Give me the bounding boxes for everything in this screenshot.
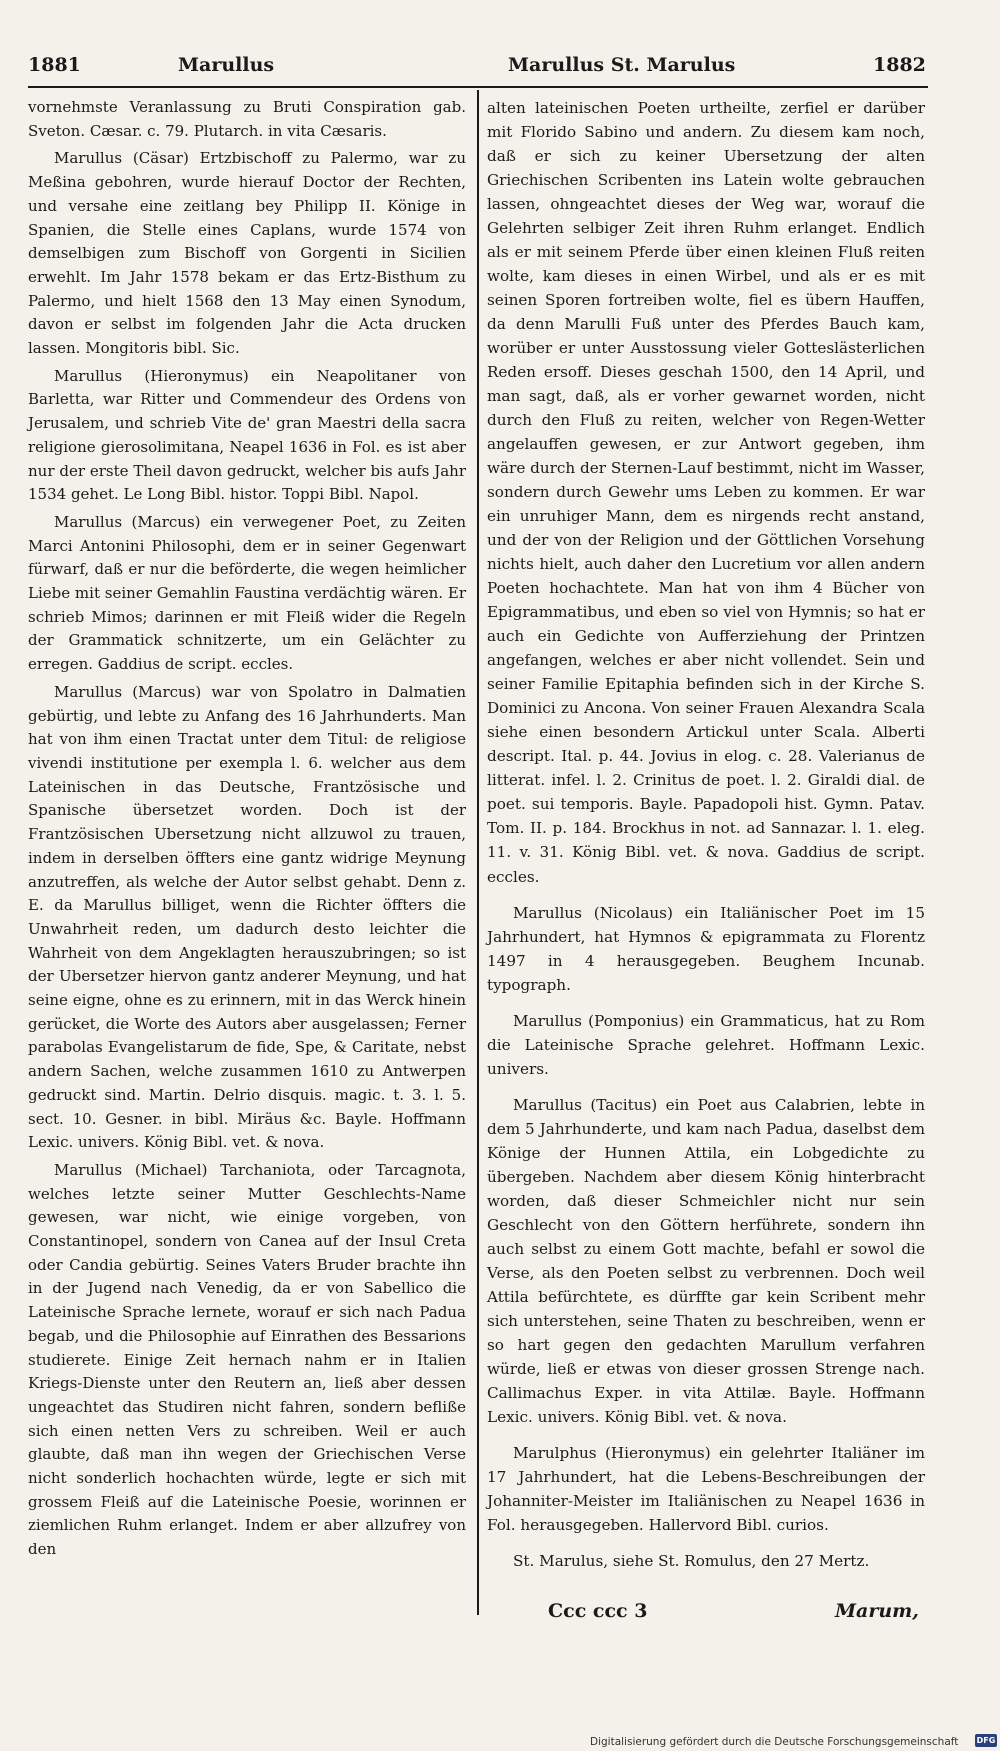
text-paragraph: vornehmste Veranlassung zu Bruti Conspiration gab. Sveton. Cæsar. c. 79. Plutarch. in vita Cæsaris. <box>28 98 466 140</box>
text-paragraph: St. Marulus, siehe St. Romulus, den 27 Mertz. <box>513 1551 870 1570</box>
text-paragraph: Marullus (Pomponius) ein Grammaticus, hat zu Rom die Lateinische Sprache gelehret. Hoffmann Lexic. univers. <box>487 1011 925 1078</box>
signature-mark: Ccc ccc 3 <box>548 1600 648 1622</box>
text-paragraph: Marullus (Michael) Tarchaniota, oder Tarcagnota, welches letzte seiner Mutter Geschlechts-Name gewesen, war nicht, wie einige vorgeben, von Constantinopel, sondern von Canea auf der Insul Creta oder Candia gebürtig. Seines Vaters Bruder brachte ihn in der Jugend nach Venedig, da er von Sabellico die Lateinische Sprache lernete, worauf er sich nach Padua begab, und die Philosophie auf Einrathen des Bessarions studierete. Einige Zeit hernach nahm er in Italien Kriegs-Dienste unter den Reutern an, ließ aber dessen ungeachtet das Studiren nicht fahren, sondern befliße sich einen netten Vers zu schreiben. Weil er auch glaubte, daß man ihn wegen der Griechischen Verse nicht sonderlich hochachten würde, legte er sich mit grossem Fleiß auf die Lateinische Poesie, worinnen er ziemlichen Ruhm erlanget. Indem er aber allzufrey von den <box>28 1160 466 1559</box>
right-text-column <box>487 96 925 1577</box>
catchword: Marum, <box>835 1600 919 1622</box>
text-paragraph: Marullus (Marcus) ein verwegener Poet, zu Zeiten Marci Antonini Philosophi, dem er in seiner Gegenwart fürwarf, daß er nur die beförderte, die wegen heimlicher Liebe mit seiner Gemahlin Faustina verdächtig wären. Er schrieb Mimos; darinnen er mit Fleiß wider die Regeln der Grammatick schnitzerte, um ein Gelächter zu erregen. Gaddius de script. eccles. <box>28 512 466 674</box>
running-header <box>28 54 928 82</box>
text-paragraph: Marullus (Cäsar) Ertzbischoff zu Palermo, war zu Meßina gebohren, wurde hierauf Doctor der Rechten, und versahe eine zeitlang bey Philipp II. Könige in Spanien, die Stelle eines Caplans, wurde 1574 von demselbigen zum Bischoff von Gorgenti in Sicilien erwehlt. Im Jahr 1578 bekam er das Ertz-Bisthum zu Palermo, und hielt 1568 den 13 May einen Synodum, davon er selbst im folgenden Jahr die Acta drucken lassen. Mongitoris bibl. Sic. <box>28 149 466 358</box>
text-paragraph: Marullus (Tacitus) ein Poet aus Calabrien, lebte in dem 5 Jahrhunderte, und kam nach Padua, daselbst dem Könige der Hunnen Attila, ein Lobgedichte zu übergeben. Nachdem aber diesem König hinterbracht worden, daß dieser Schmeichler nicht nur sein Geschlecht von den Göttern herführete, sondern ihn auch selbst zu einem Gott machte, befahl er sowol die Verse, als den Poeten selbst zu verbrennen. Doch weil Attila befürchtete, es dürffte gar kein Scribent mehr sich unterstehen, seine Thaten zu beschreiben, wenn er so hart gegen den gedachten Marullum verfahren würde, ließ er etwas von dieser grossen Strenge nach. Callimachus Exper. in vita Attilæ. Bayle. Hoffmann Lexic. univers. König Bibl. vet. & nova. <box>487 1095 925 1426</box>
left-text-column <box>28 96 466 1566</box>
text-paragraph: Marulphus (Hieronymus) ein gelehrter Italiäner im 17 Jahrhundert, hat die Lebens-Beschreibungen der Johanniter-Meister im Italiänischen zu Neapel 1636 in Fol. herausgegeben. Hallervord Bibl. curios. <box>487 1443 925 1534</box>
column-divider <box>477 90 479 1615</box>
right-running-title: Marullus St. Marulus <box>508 54 736 76</box>
left-page-number: 1881 <box>28 54 81 76</box>
left-running-title: Marullus <box>178 54 275 76</box>
text-paragraph: Marullus (Nicolaus) ein Italiänischer Poet im 15 Jahrhundert, hat Hymnos & epigrammata zu Florentz 1497 in 4 herausgegeben. Beughem Incunab. typograph. <box>487 903 925 994</box>
text-paragraph: alten lateinischen Poeten urtheilte, zerfiel er darüber mit Florido Sabino und andern. Zu diesem kam noch, daß er sich zu keiner Ubersetzung der alten Griechischen Scribenten ins Latein wolte gebrauchen lassen, ohngeachtet dieses der Weg war, worauf die Gelehrten selbiger Zeit ihren Ruhm erlanget. Endlich als er mit seinem Pferde über einen kleinen Fluß reiten wolte, kam dieses in einen Wirbel, und als er es mit seinen Sporen fortreiben wolte, fiel es übern Hauffen, da denn Marulli Fuß unter des Pferdes Bauch kam, worüber er unter Ausstossung vieler Gotteslästerlichen Reden ersoff. Dieses geschah 1500, den 14 April, und man sagt, daß, als er vorher gewarnet worden, nicht durch den Fluß zu reiten, welcher von Regen-Wetter angelauffen gewesen, er zur Antwort gegeben, ihm wäre durch der Sternen-Lauf bestimmt, nicht im Wasser, sondern durch Gewehr ums Leben zu kommen. Er war ein unruhiger Mann, dem es nirgends recht anstand, und der von der Religion und der Göttlichen Vorsehung nichts hielt, auch daher den Lucretium vor allen andern Poeten hochachtete. Man hat von ihm 4 Bücher von Epigrammatibus, und eben so viel von Hymnis; so hat er auch ein Gedichte von Aufferziehung der Printzen angefangen, welches er aber nicht vollendet. Sein und seiner Familie Epitaphia befinden sich in der Kirche S. Dominici zu Ancona. Von seiner Frauen Alexandra Scala siehe einen besondern Artickul unter Scala. Alberti descript. Ital. p. 44. Jovius in elog. c. 28. Valerianus de litterat. infel. l. 2. Crinitus de poet. l. 2. Giraldi dial. de poet. sui temporis. Bayle. Papadopoli hist. Gymn. Patav. Tom. II. p. 184. Brockhus in not. ad Sannazar. l. 1. eleg. 11. v. 31. König Bibl. vet. & nova. Gaddius de script. eccles. <box>487 99 925 886</box>
digitization-credit: Digitalisierung gefördert durch die Deutsche Forschungsgemeinschaft <box>590 1736 959 1748</box>
header-rule <box>28 86 928 88</box>
text-paragraph: Marullus (Hieronymus) ein Neapolitaner von Barletta, war Ritter und Commendeur des Ordens von Jerusalem, und schrieb Vite de' gran Maestri della sacra religione gierosolimitana, Neapel 1636 in Fol. es ist aber nur der erste Theil davon gedruckt, welcher bis aufs Jahr 1534 gehet. Le Long Bibl. histor. Toppi Bibl. Napol. <box>28 366 466 504</box>
right-page-number: 1882 <box>873 54 926 76</box>
text-paragraph: Marullus (Marcus) war von Spolatro in Dalmatien gebürtig, und lebte zu Anfang des 16 Jahrhunderts. Man hat von ihm einen Tractat unter dem Titul: de religiose vivendi institutione per exempla l. 6. welcher aus dem Lateinischen in das Deutsche, Frantzösische und Spanische übersetzet worden. Doch ist der Frantzösischen Ubersetzung nicht allzuwol zu trauen, indem in derselben öffters eine gantz widrige Meynung anzutreffen, als welche der Autor selbst gehabt. Denn z. E. da Marullus billiget, wenn die Richter öffters die Unwahrheit reden, um dadurch desto leichter die Wahrheit von dem Angeklagten herauszubringen; so ist der Ubersetzer hiervon gantz anderer Meynung, und hat seine eigne, ohne es zu erinnern, mit in das Werck hinein gerücket, die Worte des Autors aber ausgelassen; Ferner parabolas Evangelistarum de fide, Spe, & Caritate, nebst andern Sachen, welche zusammen 1610 zu Antwerpen gedruckt sind. Martin. Delrio disquis. magic. t. 3. l. 5. sect. 10. Gesner. in bibl. Miräus &c. Bayle. Hoffmann Lexic. univers. König Bibl. vet. & nova. <box>28 682 466 1152</box>
dfg-logo: DFG <box>976 1736 996 1745</box>
